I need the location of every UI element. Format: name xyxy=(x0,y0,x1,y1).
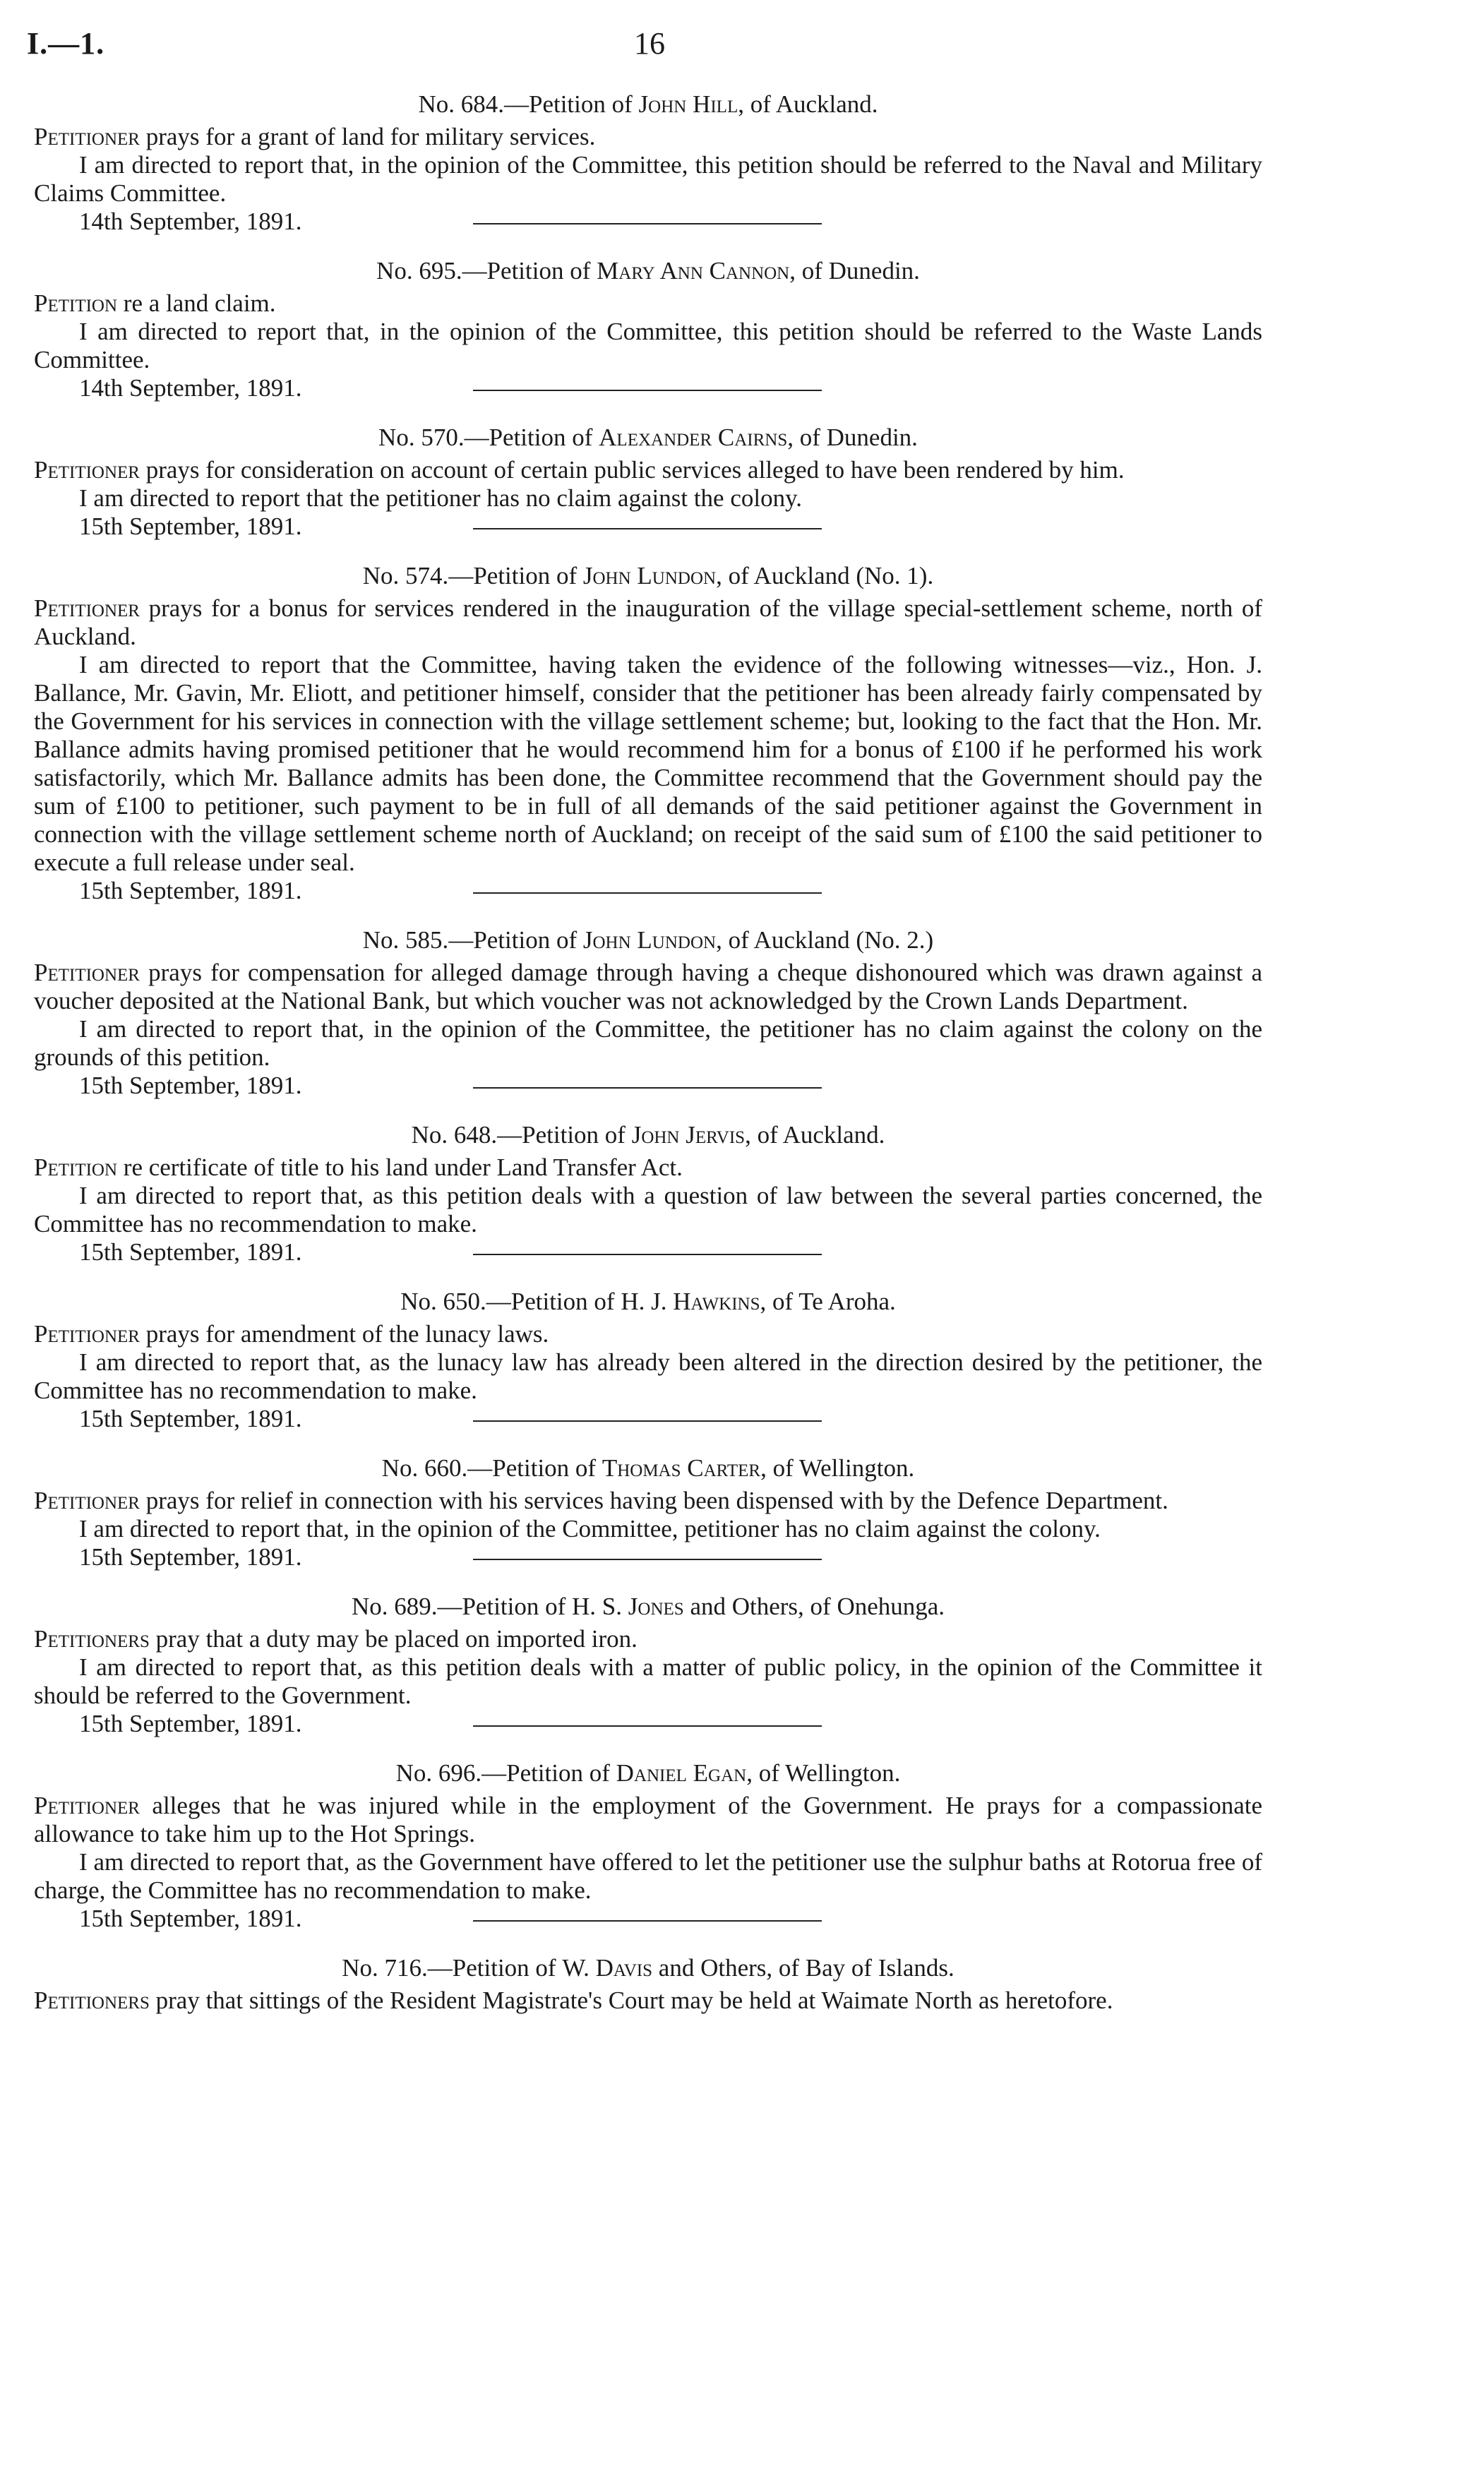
petition-title-dash: —Petition of xyxy=(467,1454,602,1482)
petition-number: No. 570. xyxy=(378,424,465,451)
petitions-body xyxy=(34,90,1262,2036)
report-date xyxy=(34,1710,1262,1738)
petition-prayer xyxy=(34,1625,1262,1653)
section-divider xyxy=(473,1420,822,1422)
committee-report: I am directed to report that, in the opinion of the Committee, petitioner has no claim against the colony. xyxy=(79,1515,1101,1542)
petition-number: No. 650. xyxy=(400,1288,486,1315)
committee-report: I am directed to report that, as the Government have offered to let the petitioner use the sulphur baths at Rotorua free of charge, the Committee has no recommendation to make. xyxy=(34,1848,1262,1904)
petition-lead-word: Petitioner xyxy=(34,1487,140,1514)
page-header xyxy=(0,25,1484,68)
petitioner-name: H. J. Hawkins xyxy=(621,1288,760,1315)
petition-lead-word: Petitioner xyxy=(34,1320,140,1348)
section-gap xyxy=(34,541,1262,562)
section-divider xyxy=(473,1087,822,1089)
petition-title xyxy=(34,1121,1262,1149)
petition-prayer xyxy=(34,594,1262,651)
report-date-text: 15th September, 1891. xyxy=(79,513,302,540)
report-date-text: 15th September, 1891. xyxy=(79,1905,302,1932)
petition-number: No. 585. xyxy=(362,926,449,954)
section-divider xyxy=(473,1254,822,1255)
petitioner-name: John Lundon xyxy=(582,926,717,954)
petition-lead-word: Petitioner xyxy=(34,594,140,622)
petition-title-dash: —Petition of xyxy=(462,257,597,284)
petition-title-dash: —Petition of xyxy=(481,1759,616,1787)
petition-title xyxy=(34,1593,1262,1621)
section-gap xyxy=(34,2015,1262,2036)
petitioner-name: H. S. Jones xyxy=(572,1593,684,1620)
petition-prayer xyxy=(34,456,1262,484)
petition-number: No. 684. xyxy=(418,90,504,118)
petition-number: No. 716. xyxy=(342,1954,428,1982)
petition-prayer-text: alleges that he was injured while in the employment of the Government. He prays for a compassionate allowance to take him up to the Hot Springs. xyxy=(34,1792,1262,1847)
petition-prayer-text: prays for relief in connection with his services having been dispensed with by the Defence Department. xyxy=(139,1487,1168,1514)
petitioner-name: John Lundon xyxy=(582,562,717,589)
petitioner-place: , of Auckland. xyxy=(738,90,878,118)
petition-section xyxy=(34,1121,1262,1288)
petition-section xyxy=(34,257,1262,424)
petition-title-dash: —Petition of xyxy=(503,90,639,118)
section-gap xyxy=(34,1933,1262,1954)
page-number: 16 xyxy=(634,26,665,61)
petition-prayer-text: prays for a bonus for services rendered in the inauguration of the village special-settlement scheme, north of Auckland. xyxy=(34,594,1262,650)
petitioner-name: John Jervis xyxy=(631,1121,746,1149)
report-date xyxy=(34,374,1262,402)
petitioner-place: , of Wellington. xyxy=(746,1759,901,1787)
petition-lead-word: Petitioners xyxy=(34,1987,150,2014)
petition-number: No. 648. xyxy=(411,1121,498,1149)
petitioner-place: , of Dunedin. xyxy=(789,257,920,284)
petition-title xyxy=(34,257,1262,285)
petition-lead-word: Petitioner xyxy=(34,456,140,484)
petition-title xyxy=(34,1954,1262,1982)
petitioner-name: W. Davis xyxy=(562,1954,653,1982)
section-gap xyxy=(34,1100,1262,1121)
section-gap xyxy=(34,1433,1262,1454)
petitioner-name: Mary Ann Cannon xyxy=(597,257,790,284)
petition-lead-word: Petitioners xyxy=(34,1625,150,1653)
petition-prayer xyxy=(34,959,1262,1015)
report-date-text: 15th September, 1891. xyxy=(79,1238,302,1266)
petition-prayer-text: pray that sittings of the Resident Magistrate's Court may be held at Waimate North as heretofore. xyxy=(149,1987,1113,2014)
report-date xyxy=(34,1543,1262,1571)
petition-prayer-text: re certificate of title to his land under Land Transfer Act. xyxy=(117,1154,683,1181)
petitioner-place: and Others, of Onehunga. xyxy=(683,1593,945,1620)
section-divider xyxy=(473,1559,822,1560)
section-divider xyxy=(473,528,822,529)
petition-section xyxy=(34,1759,1262,1954)
petitioner-place: , of Te Aroha. xyxy=(760,1288,896,1315)
petition-prayer xyxy=(34,1320,1262,1348)
report-date xyxy=(34,1072,1262,1100)
petition-title-dash: —Petition of xyxy=(497,1121,632,1149)
petitioner-place: , of Auckland. xyxy=(745,1121,885,1149)
petition-title xyxy=(34,1759,1262,1787)
petition-prayer-text: re a land claim. xyxy=(117,289,276,317)
petition-title xyxy=(34,562,1262,590)
report-date xyxy=(34,1238,1262,1266)
section-gap xyxy=(34,236,1262,257)
section-divider xyxy=(473,892,822,894)
petition-prayer-text: prays for consideration on account of certain public services alleged to have been rendered by him. xyxy=(139,456,1125,484)
committee-report: I am directed to report that the Committee, having taken the evidence of the following witnesses—viz., Hon. J. Ballance, Mr. Gavin, Mr. Eliott, and petitioner himself, consider that the petitioner has been already fairly compensated by the Government for his services in connection with the village settlement scheme; but, looking to the fact that the Hon. Mr. Ballance admits having promised petitioner that he would recommend him for a bonus of £100 if he performed his work satisfactorily, which Mr. Ballance admits has been done, the Committee recommend that the Government should pay the sum of £100 to petitioner, such payment to be in full of all demands of the said petitioner against the Government in connection with the village settlement scheme north of Auckland; on receipt of the said sum of £100 the said petitioner to execute a full release under seal. xyxy=(34,651,1262,876)
committee-report: I am directed to report that, as this petition deals with a question of law between the several parties concerned, the Committee has no recommendation to make. xyxy=(34,1182,1262,1238)
petition-title-dash: —Petition of xyxy=(448,926,583,954)
petition-prayer-text: prays for amendment of the lunacy laws. xyxy=(139,1320,549,1348)
section-gap xyxy=(34,905,1262,926)
report-date xyxy=(34,513,1262,541)
petition-lead-word: Petition xyxy=(34,289,118,317)
petition-title xyxy=(34,1288,1262,1316)
committee-report: I am directed to report that, in the opinion of the Committee, this petition should be referred to the Naval and Military Claims Committee. xyxy=(34,151,1262,207)
petition-section xyxy=(34,1593,1262,1759)
petition-prayer xyxy=(34,1987,1262,2015)
petition-section xyxy=(34,1954,1262,2036)
petition-title-dash: —Petition of xyxy=(437,1593,573,1620)
section-gap xyxy=(34,1266,1262,1288)
petition-prayer xyxy=(34,289,1262,318)
section-divider xyxy=(473,1920,822,1922)
petition-section xyxy=(34,90,1262,257)
petitioner-name: Thomas Carter xyxy=(602,1454,761,1482)
petition-section xyxy=(34,1288,1262,1454)
report-date xyxy=(34,877,1262,905)
report-date xyxy=(34,1405,1262,1433)
report-date-text: 15th September, 1891. xyxy=(79,1405,302,1432)
section-gap xyxy=(34,402,1262,424)
petition-number: No. 696. xyxy=(395,1759,482,1787)
document-reference: I.—1. xyxy=(27,26,105,61)
petition-prayer-text: prays for a grant of land for military services. xyxy=(139,123,596,150)
petition-title-dash: —Petition of xyxy=(464,424,599,451)
petition-section xyxy=(34,926,1262,1121)
petitioner-name: Alexander Cairns xyxy=(599,424,788,451)
committee-report: I am directed to report that, as the lunacy law has already been altered in the direction desired by the petitioner, the Committee has no recommendation to make. xyxy=(34,1348,1262,1404)
committee-report: I am directed to report that, in the opinion of the Committee, the petitioner has no claim against the colony on the grounds of this petition. xyxy=(34,1015,1262,1071)
report-date xyxy=(34,208,1262,236)
petitioner-place: , of Auckland (No. 1). xyxy=(716,562,934,589)
petition-section xyxy=(34,424,1262,562)
petition-prayer xyxy=(34,1792,1262,1848)
petition-prayer xyxy=(34,1154,1262,1182)
petition-lead-word: Petitioner xyxy=(34,123,140,150)
petition-section xyxy=(34,562,1262,926)
petition-title xyxy=(34,90,1262,119)
petitioner-name: John Hill xyxy=(638,90,738,118)
report-date-text: 14th September, 1891. xyxy=(79,374,302,402)
petition-number: No. 574. xyxy=(362,562,449,589)
section-divider xyxy=(473,390,822,391)
report-date-text: 15th September, 1891. xyxy=(79,1543,302,1571)
petition-title xyxy=(34,1454,1262,1482)
petition-title xyxy=(34,424,1262,452)
petition-lead-word: Petitioner xyxy=(34,1792,140,1819)
committee-report: I am directed to report that the petitioner has no claim against the colony. xyxy=(79,484,803,512)
committee-report: I am directed to report that, as this petition deals with a matter of public policy, in the opinion of the Committee it should be referred to the Government. xyxy=(34,1653,1262,1709)
petitioner-place: , of Wellington. xyxy=(760,1454,915,1482)
petition-number: No. 695. xyxy=(376,257,462,284)
report-date-text: 14th September, 1891. xyxy=(79,208,302,235)
petitioner-place: , of Auckland (No. 2.) xyxy=(716,926,934,954)
section-divider xyxy=(473,223,822,224)
petition-section xyxy=(34,1454,1262,1593)
petition-prayer xyxy=(34,123,1262,151)
section-gap xyxy=(34,1571,1262,1593)
petition-title-dash: —Petition of xyxy=(448,562,583,589)
petition-lead-word: Petition xyxy=(34,1154,118,1181)
report-date-text: 15th September, 1891. xyxy=(79,877,302,904)
petitioner-place: and Others, of Bay of Islands. xyxy=(652,1954,955,1982)
petition-prayer-text: pray that a duty may be placed on imported iron. xyxy=(149,1625,638,1653)
petition-lead-word: Petitioner xyxy=(34,959,140,986)
petition-title-dash: —Petition of xyxy=(486,1288,621,1315)
petition-prayer-text: prays for compensation for alleged damage through having a cheque dishonoured which was drawn against a voucher deposited at the National Bank, but which voucher was not acknowledged by the Crown Lands Department. xyxy=(34,959,1262,1014)
report-date xyxy=(34,1905,1262,1933)
petition-number: No. 660. xyxy=(381,1454,468,1482)
petitioner-name: Daniel Egan xyxy=(616,1759,747,1787)
petition-title-dash: —Petition of xyxy=(427,1954,563,1982)
committee-report: I am directed to report that, in the opinion of the Committee, this petition should be referred to the Waste Lands Committee. xyxy=(34,318,1262,373)
section-divider xyxy=(473,1725,822,1727)
report-date-text: 15th September, 1891. xyxy=(79,1710,302,1737)
petition-number: No. 689. xyxy=(351,1593,438,1620)
section-gap xyxy=(34,1738,1262,1759)
petition-prayer xyxy=(34,1487,1262,1515)
report-date-text: 15th September, 1891. xyxy=(79,1072,302,1099)
petitioner-place: , of Dunedin. xyxy=(787,424,918,451)
petition-title xyxy=(34,926,1262,954)
